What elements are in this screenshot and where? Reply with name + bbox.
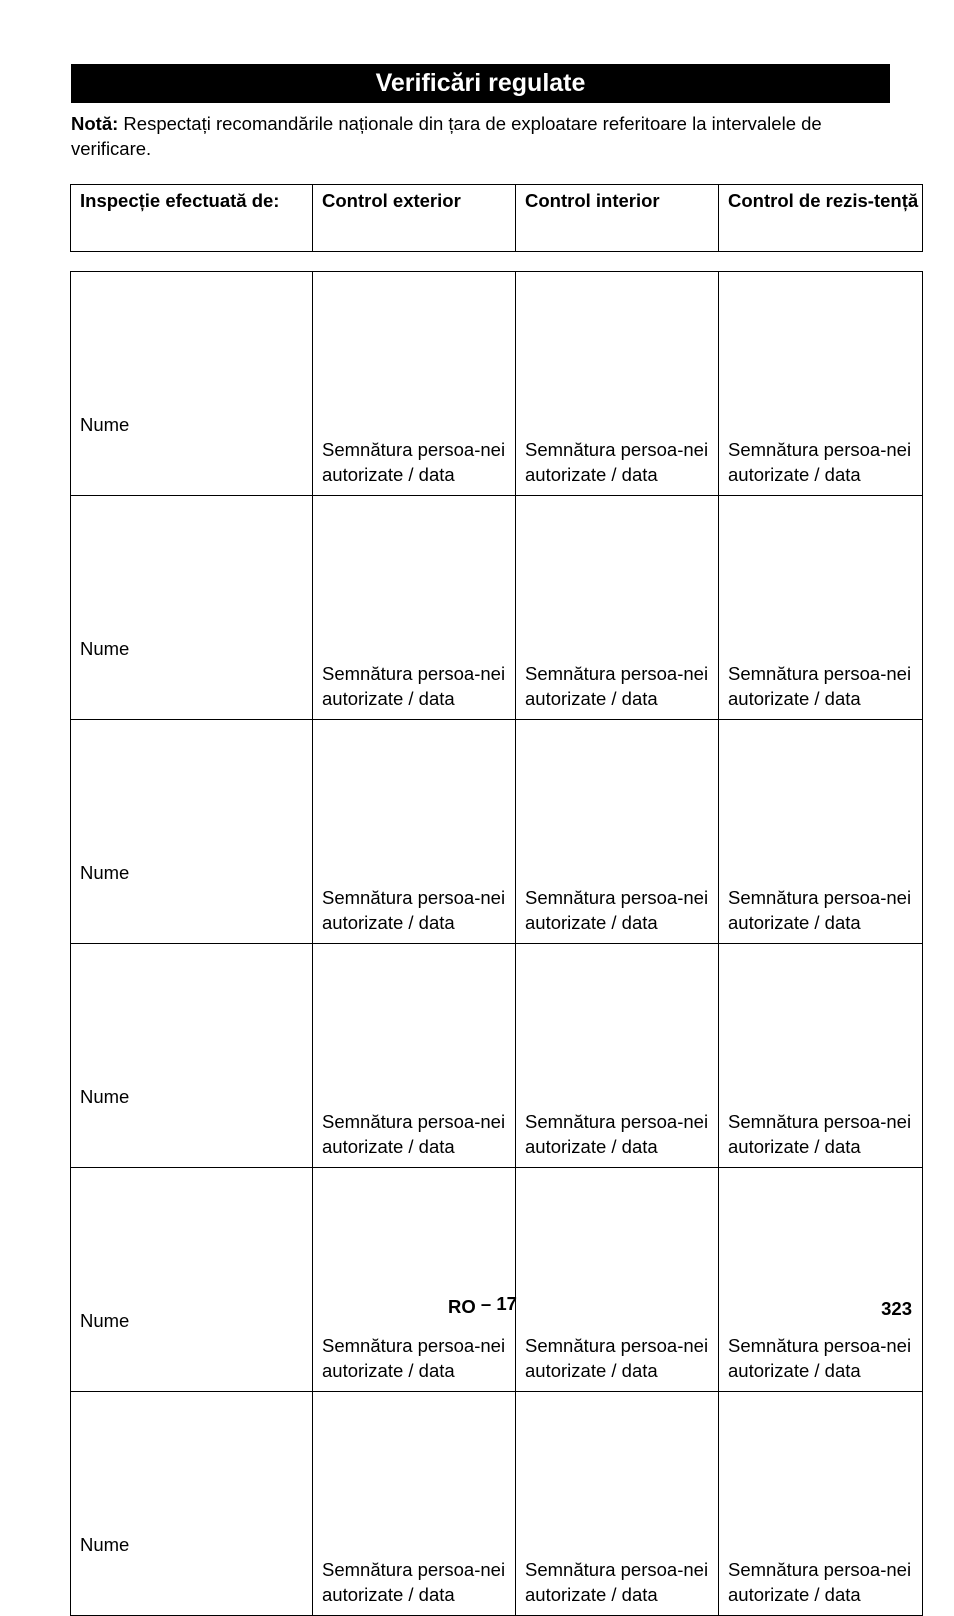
signature-cell: Semnătura persoa-nei autorizate / data [719, 944, 923, 1168]
page-title: Verificări regulate [71, 64, 890, 103]
inspection-header-table [70, 184, 923, 252]
name-cell: Nume [71, 1392, 313, 1616]
header-inspected-by: Inspecție efectuată de: [71, 185, 313, 252]
inspection-records-table [70, 271, 923, 1616]
note-label: Notă: [71, 113, 119, 134]
header-exterior-control: Control exterior [313, 185, 516, 252]
signature-cell: Semnătura persoa-nei autorizate / data [719, 496, 923, 720]
footer-section-code [448, 1293, 517, 1318]
signature-cell: Semnătura persoa-nei autorizate / data [719, 1168, 923, 1392]
table-row [71, 272, 923, 496]
name-cell: Nume [71, 944, 313, 1168]
name-cell: Nume [71, 720, 313, 944]
signature-cell: Semnătura persoa-nei autorizate / data [313, 944, 516, 1168]
footer-section-number: – 17 [475, 1293, 517, 1314]
signature-cell: Semnătura persoa-nei autorizate / data [516, 1168, 719, 1392]
signature-cell: Semnătura persoa-nei autorizate / data [313, 496, 516, 720]
footer-lang: RO [448, 1296, 476, 1317]
signature-cell: Semnătura persoa-nei autorizate / data [516, 720, 719, 944]
signature-cell: Semnătura persoa-nei autorizate / data [719, 720, 923, 944]
signature-cell: Semnătura persoa-nei autorizate / data [719, 1392, 923, 1616]
name-cell: Nume [71, 1168, 313, 1392]
note-text: Respectați recomandările naționale din țara de exploatare referitoare la intervalele de verificare. [71, 113, 822, 159]
header-interior-control: Control interior [516, 185, 719, 252]
signature-cell: Semnătura persoa-nei autorizate / data [516, 496, 719, 720]
signature-cell: Semnătura persoa-nei autorizate / data [719, 272, 923, 496]
signature-cell: Semnătura persoa-nei autorizate / data [313, 1392, 516, 1616]
note-paragraph [71, 111, 890, 161]
name-cell: Nume [71, 496, 313, 720]
signature-cell: Semnătura persoa-nei autorizate / data [313, 720, 516, 944]
name-cell: Nume [71, 272, 313, 496]
table-row [71, 1392, 923, 1616]
header-row [71, 185, 923, 252]
signature-cell: Semnătura persoa-nei autorizate / data [516, 1392, 719, 1616]
table-row [71, 1168, 923, 1392]
table-row [71, 720, 923, 944]
signature-cell: Semnătura persoa-nei autorizate / data [313, 272, 516, 496]
table-row [71, 496, 923, 720]
signature-cell: Semnătura persoa-nei autorizate / data [313, 1168, 516, 1392]
page-number: 323 [881, 1298, 912, 1319]
signature-cell: Semnătura persoa-nei autorizate / data [516, 272, 719, 496]
table-row [71, 944, 923, 1168]
header-strength-control: Control de rezis-tență [719, 185, 923, 252]
signature-cell: Semnătura persoa-nei autorizate / data [516, 944, 719, 1168]
